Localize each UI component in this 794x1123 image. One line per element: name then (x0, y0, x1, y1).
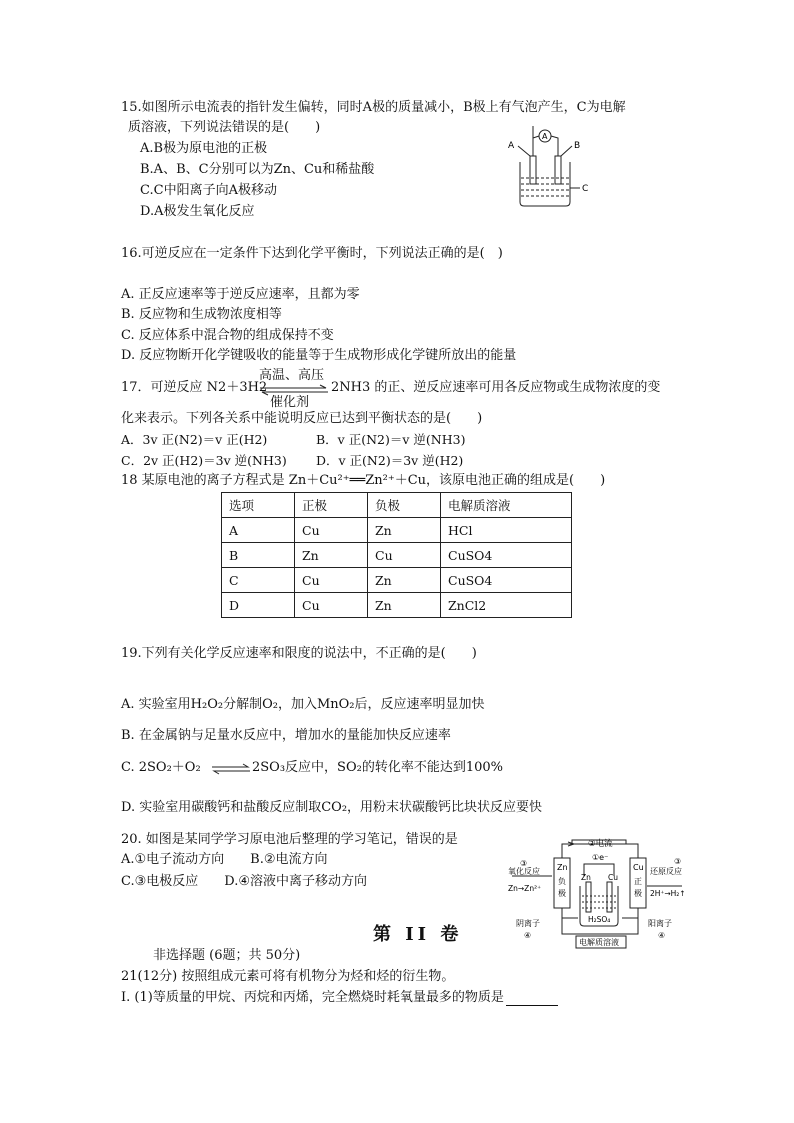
q17-stem-part-b: 2NH3 的正、逆反应速率可用各反应物或生成物浓度的变 (331, 380, 661, 395)
q19-option-c-part-a: C. 2SO₂＋O₂ (121, 760, 201, 775)
q17-option-b: B．v 正(N2)＝v 逆(NH3) (316, 432, 466, 447)
answer-blank[interactable] (506, 993, 558, 1006)
q19-option-b: B. 在金属钠与足量水反应中，增加水的量能加快反应速率 (121, 728, 451, 743)
q19-option-c-part-b: 2SO₃反应中，SO₂的转化率不能达到100% (252, 760, 503, 775)
q20-study-notes-diagram (502, 834, 698, 950)
q20-fig-oxidation: 氧化反应 (508, 867, 540, 876)
q17-stem-line2: 化来表示。下列各关系中能说明反应已达到平衡状态的是( ) (121, 411, 483, 426)
q20-fig-pos: 正 (634, 877, 642, 886)
q20-fig-neg: 负 (558, 877, 566, 886)
q17-condition-bottom: 催化剂 (270, 395, 310, 410)
q20-fig-electron: ①e⁻ (592, 853, 609, 862)
q20-fig-inner-zn: Zn (581, 873, 591, 882)
q17-option-a: A．3v 正(N2)＝v 正(H2) (121, 432, 268, 447)
part2-heading: 第 II 卷 (373, 924, 463, 945)
q20-fig-current: ②电流 (588, 839, 613, 849)
part2-subheading: 非选择题 (6题；共 50分) (153, 948, 301, 963)
q18-options-table (221, 492, 572, 618)
q20-fig-circle4-left: ④ (524, 931, 532, 940)
table-cell: Cu (295, 568, 368, 593)
q16-option-b: B. 反应物和生成物浓度相等 (121, 307, 282, 322)
q17-option-c: C．2v 正(H2)＝3v 逆(NH3) (121, 453, 287, 468)
q19-reversible-arrow (210, 763, 252, 775)
q20-fig-cation: 阳离子 (648, 919, 672, 928)
q15-stem-line1: 15.如图所示电流表的指针发生偏转，同时A极的质量减小，B极上有气泡产生，C为电解 (121, 100, 626, 115)
q15-option-d: D.A极发生氧化反应 (140, 204, 255, 219)
q21-part1-text: I. (1)等质量的甲烷、丙烷和丙烯，完全燃烧时耗氧量最多的物质是 (121, 990, 504, 1005)
q15-option-c: C.C中阳离子向A极移动 (140, 183, 277, 198)
table-cell: D (222, 593, 295, 618)
q20-fig-pole-left: 极 (558, 889, 566, 898)
table-header-row (222, 493, 572, 518)
q20-fig-reduction-eq: 2H⁺→H₂↑ (650, 889, 686, 898)
table-header-cell: 负极 (368, 493, 441, 518)
q20-stem: 20. 如图是某同学学习原电池后整理的学习笔记，错误的是 (121, 832, 458, 847)
q16-option-c: C. 反应体系中混合物的组成保持不变 (121, 328, 334, 343)
q20-fig-cu: Cu (633, 863, 644, 872)
table-row (222, 568, 572, 593)
q20-fig-circle3-right: ③ (674, 857, 682, 866)
table-header-cell: 电解质溶液 (441, 493, 572, 518)
q15-galvanic-cell-figure (500, 126, 600, 212)
q21-part1 (121, 990, 558, 1006)
q15-fig-label-a: A (508, 141, 515, 151)
table-cell: Cu (295, 518, 368, 543)
q19-stem: 19.下列有关化学反应速率和限度的说法中，不正确的是( ) (121, 646, 477, 661)
q20-fig-h2so4: H₂SO₄ (588, 915, 611, 924)
q20-fig-oxidation-eq: Zn→Zn²⁺ (508, 884, 542, 893)
q20-options-line1: A.①电子流动方向 B.②电流方向 (121, 852, 328, 867)
table-cell: A (222, 518, 295, 543)
q19-option-d: D. 实验室用碳酸钙和盐酸反应制取CO₂，用粉末状碳酸钙比块状反应要快 (121, 800, 543, 815)
table-cell: Cu (295, 593, 368, 618)
q20-fig-circle4-right: ④ (658, 931, 666, 940)
table-cell: Zn (295, 543, 368, 568)
table-header-cell: 选项 (222, 493, 295, 518)
q20-fig-circle3-left: ③ (520, 859, 528, 868)
table-cell: C (222, 568, 295, 593)
table-cell: B (222, 543, 295, 568)
q20-fig-inner-cu: Cu (608, 873, 618, 882)
table-row (222, 593, 572, 618)
q15-fig-label-b: B (574, 141, 581, 151)
table-row (222, 518, 572, 543)
q20-fig-anion: 阴离子 (516, 919, 540, 928)
q20-options-line2: C.③电极反应 D.④溶液中离子移动方向 (121, 874, 368, 889)
table-cell: ZnCl2 (441, 593, 572, 618)
q21-stem: 21(12分) 按照组成元素可将有机物分为烃和烃的衍生物。 (121, 969, 455, 984)
q15-option-b: B.A、B、C分别可以为Zn、Cu和稀盐酸 (140, 162, 375, 177)
q16-option-d: D. 反应物断开化学键吸收的能量等于生成物形成化学键所放出的能量 (121, 348, 517, 363)
q16-option-a: A. 正反应速率等于逆反应速率，且都为零 (121, 287, 360, 302)
table-cell: Zn (368, 593, 441, 618)
table-header-cell: 正极 (295, 493, 368, 518)
q19-option-a: A. 实验室用H₂O₂分解制O₂，加入MnO₂后，反应速率明显加快 (121, 697, 485, 712)
q20-fig-pole-right: 极 (634, 889, 642, 898)
table-cell: Zn (368, 518, 441, 543)
q15-fig-label-c: C (582, 184, 589, 194)
table-cell: Zn (368, 568, 441, 593)
table-cell: Cu (368, 543, 441, 568)
q15-option-a: A.B极为原电池的正极 (140, 141, 268, 156)
q16-stem: 16.可逆反应在一定条件下达到化学平衡时，下列说法正确的是( ) (121, 246, 503, 261)
q20-fig-reduction: 还原反应 (650, 867, 682, 876)
q20-fig-zn: Zn (557, 863, 568, 872)
q15-stem-line2: 质溶液，下列说法错误的是( ) (128, 120, 321, 135)
q17-option-d: D．v 正(N2)＝3v 逆(H2) (316, 453, 464, 468)
table-cell: CuSO4 (441, 568, 572, 593)
q17-stem-part-a: 17．可逆反应 N2＋3H2 (121, 380, 268, 395)
q17-condition-top: 高温、高压 (259, 368, 325, 383)
q15-fig-meter-label: A (542, 132, 548, 141)
table-row (222, 543, 572, 568)
q20-fig-solution: 电解质溶液 (579, 938, 619, 947)
table-cell: CuSO4 (441, 543, 572, 568)
q18-stem: 18 某原电池的离子方程式是 Zn＋Cu²⁺══Zn²⁺＋Cu，该原电池正确的组成是( ) (121, 473, 606, 488)
table-cell: HCl (441, 518, 572, 543)
